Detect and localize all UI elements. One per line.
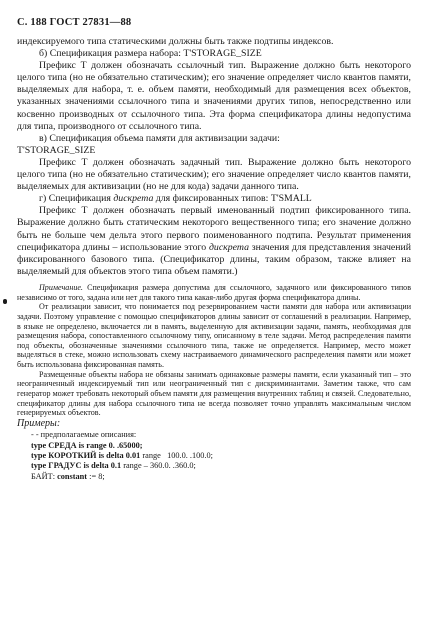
small-paragraph-implementation: От реализации зависит, что понимается под резервированием части памяти для набора или активизации задачи. Поэтому управление с помощью спецификаторов длины зависит от соглашений в реализации. Например, в языке не определено, включается ли в память, выделенную для активизации задачи, память, необходимая для размещения набора, сопоставленного ссылочному типу, описанному в теле задачи. Метод распределения памяти под объекты, обозначенные значениями ссылочного типа, также не определяется. Например, место может выделяться в стеке, можно использовать схему настраиваемого динамического распределения памяти или может быть использована фиксированная память. xyxy=(17,302,411,370)
heading-small-a: г) Спецификация xyxy=(39,193,111,205)
heading-task-storage: в) Спецификация объема памяти для активизации задачи: xyxy=(39,132,280,144)
note-label: Примечание. xyxy=(39,282,83,292)
code-line-2: type КОРОТКИЙ is delta 0.01 range 100.0. .100.0; xyxy=(31,450,213,460)
heading-small-b: дискрета xyxy=(113,193,154,205)
paragraph-small-b: дискрета xyxy=(208,241,249,253)
heading-storage-size: б) Спецификация размера набора: T'STORAGE_SIZE xyxy=(39,48,262,60)
paragraph-small-a: Префикс T должен обозначать первый именованный подтип фиксированного типа. Выражение должно быть статическим некоторого вещественного типа; его значение должно быть не больше чем дельта этого первого поименованного подтипа. Результат применения спецификатора длины – использование этого xyxy=(17,205,411,253)
paragraph-small-c: значения для представления значений фиксированного базового типа. (Спецификатор длины, таким образом, также влияет на выделяемый для объектов этого типа объем памяти.) xyxy=(17,241,411,277)
examples-label: Примеры: xyxy=(17,418,61,430)
margin-dot xyxy=(3,299,7,304)
heading-small-c: для фиксированных типов: T'SMALL xyxy=(155,193,312,205)
code-comment: - - предполагаемые описания: xyxy=(31,430,137,440)
code-block xyxy=(31,430,411,482)
small-paragraph-collection: Размещенные объекты набора не обязаны занимать одинаковые размеры памяти, если указанный тип – это неограниченный индексируемый тип или неограниченный тип с дискриминантами. Заметим также, что сам генератор может требовать некоторый объем памяти для размещения внутренних таблиц и связей. Следовательно, спецификатор длины для набора ссылочного типа не всегда позволяет точно управлять максимальным числом генерируемых объектов. xyxy=(17,369,411,418)
note-paragraph xyxy=(17,283,411,302)
code-line-3: type ГРАДУС is delta 0.1 range – 360.0. .360.0; xyxy=(31,461,196,471)
code-line-4: БАЙТ: constant := 8; xyxy=(31,471,105,481)
attribute-task-storage: T'STORAGE_SIZE xyxy=(17,144,96,156)
note-text: Спецификация размера допустима для ссылочного, задачного или фиксированного типов независимо от того, задана или нет для такого типа какая-либо другая форма спецификатора длины. xyxy=(17,282,411,302)
code-line-1: type СРЕДА is range 0. .65000; xyxy=(31,440,143,450)
paragraph-indexes: индексируемого типа статическими должны быть также подтипы индексов. xyxy=(17,36,334,47)
paragraph-small xyxy=(17,205,411,278)
paragraph-storage-size: Префикс T должен обозначать ссылочный тип. Выражение должно быть некоторого целого типа (но не обязательно статическим); его значение определяет число квантов памяти, выделяемых для набора, т. е. объем памяти, необходимый для размещения всех объектов, указанных значениями ссылочного типа и значениями других типов, непосредственно или косвенно производных от ссылочного типа. Эта форма спецификатора длины недопустима для типа, производного от ссылочного типа. xyxy=(17,60,411,132)
document-body xyxy=(17,36,411,482)
page-header: С. 188 ГОСТ 27831—88 xyxy=(17,17,132,28)
heading-small xyxy=(17,193,411,205)
paragraph-task-storage: Префикс T должен обозначать задачный тип. Выражение должно быть некоторого целого типа (но не обязательно статическим); его значение определяет число квантов памяти, выделяемых для активизации (но не для кода) задачи данного типа. xyxy=(17,156,411,193)
